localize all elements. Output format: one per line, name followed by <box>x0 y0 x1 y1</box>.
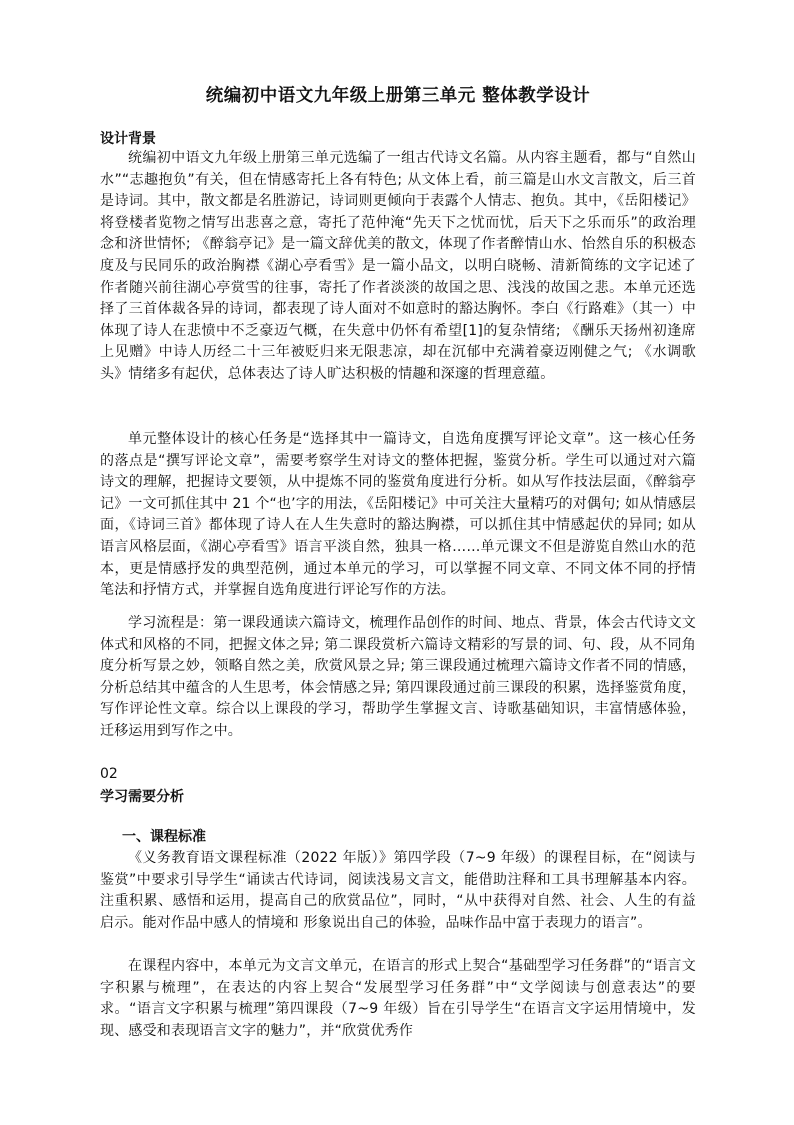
section-heading-needs-analysis: 学习需要分析 <box>100 789 184 805</box>
paragraph-background-1: 统编初中语文九年级上册第三单元选编了一组古代诗文名篇。从内容主题看，都与“自然山水”“志趣抱负”有关，但在情感寄托上各有特色; 从文体上看，前三篇是山水文言散文，后三首是诗词。其中，散文都是名胜游记，诗词则更倾向于表露个人情志、抱负。其中，《岳阳楼记》将登楼者览物之情写出悲喜之意，寄托了范仲淹“先天下之忧而忧，后天下之乐而乐”的政治理念和济世情怀; 《醉翁亭记》是一篇文辞优美的散文，体现了作者醉情山水、怡然自乐的积极态度及与民同乐的政治胸襟《湖心亭看雪》是一篇小品文，以明白晓畅、清新简练的文字记述了作者随兴前往湖心亭赏雪的往事，寄托了作者淡淡的故国之思、浅浅的故国之悲。本单元还选择了三首体裁各异的诗词，都表现了诗人面对不如意时的豁达胸怀。李白《行路难》（其一）中体现了诗人在悲愤中不乏豪迈气概，在失意中仍怀有希望[1]的复杂情绪; 《酬乐天扬州初逢席上见赠》中诗人历经二十三年被贬归来无限悲凉，却在沉郁中充满着豪迈刚健之气; 《水调歌头》情绪多有起伏，总体表达了诗人旷达积极的情趣和深邃的哲理意蕴。 <box>100 150 696 382</box>
paragraph-standard-2: 在课程内容中，本单元为文言文单元，在语言的形式上契合“基础型学习任务群”的“语言文字积累与梳理”，在表达的内容上契合“发展型学习任务群”中“文学阅读与创意表达”的要求。“语言文字积累与梳理”第四课段（7~9 年级）旨在引导学生“在语言文字运用情境中，发现、感受和表现语言文字的魅力”，并“欣赏优秀作 <box>100 958 696 1039</box>
paragraph-standard-1: 《义务教育语文课程标准（2022 年版）》第四学段（7~9 年级）的课程目标，在“阅读与鉴赏”中要求引导学生“诵读古代诗词，阅读浅易文言文，能借助注释和工具书理解基本内容。注重积累、感悟和运用，提高自己的欣赏品位”，同时，“从中获得对自然、社会、人生的有益启示。能对作品中感人的情境和 形象说出自己的体验，品味作品中富于表现力的语言”。 <box>100 850 696 931</box>
sub-heading-curriculum-standard: 一、课程标准 <box>122 829 206 845</box>
document-title: 统编初中语文九年级上册第三单元 整体教学设计 <box>205 86 591 106</box>
section-heading-background: 设计背景 <box>100 131 156 147</box>
paragraph-background-2: 单元整体设计的核心任务是“选择其中一篇诗文，自选角度撰写评论文章”。这一核心任务的落点是“撰写评论文章”，需要考察学生对诗文的整体把握，鉴赏分析。学生可以通过对六篇诗文的理解，把握诗文要领，从中提炼不同的鉴赏角度进行分析。如从写作技法层面，《醉翁亭记》一文可抓住其中 21 个“也’字的用法，《岳阳楼记》中可关注大量精巧的对偶句; 如从情感层面，《诗词三首》都体现了诗人在人生失意时的豁达胸襟，可以抓住其中情感起伏的异同; 如从语言风格层面，《湖心亭看雪》语言平淡自然，独具一格……单元课文不但是游览自然山水的范本，更是情感抒发的典型范例，通过本单元的学习，可以掌握不同文章、不同文体不同的抒情笔法和抒情方式，并掌握自选角度进行评论写作的方法。 <box>100 431 696 599</box>
section-number: 02 <box>100 766 118 782</box>
paragraph-background-3: 学习流程是：第一课段通读六篇诗文，梳理作品创作的时间、地点、背景，体会古代诗文文体式和风格的不同，把握文体之异; 第二课段赏析六篇诗文精彩的写景的词、句、段，从不同角度分析写景之妙，领略自然之美，欣赏风景之异; 第三课段通过梳理六篇诗文作者不同的情感，分析总结其中蕴含的人生思考，体会情感之异; 第四课段通过前三课段的积累，选择鉴赏角度，写作评论性文章。综合以上课段的学习，帮助学生掌握文言、诗歌基础知识，丰富情感体验，迁移运用到写作之中。 <box>100 615 696 739</box>
